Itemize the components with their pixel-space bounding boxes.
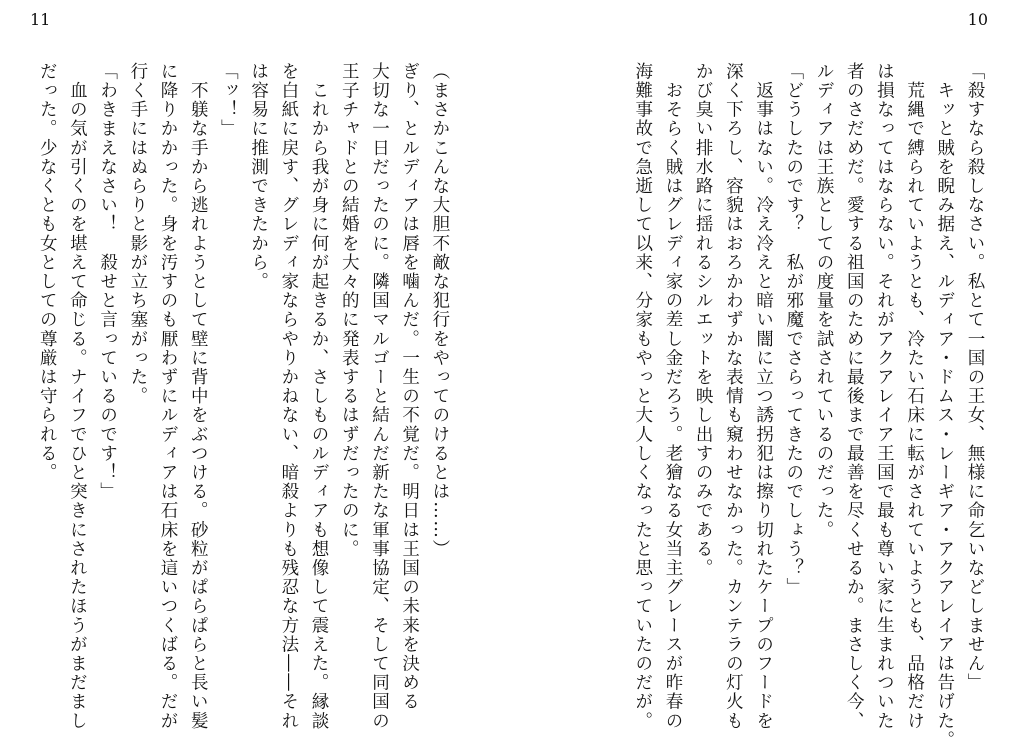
text-line: ルディアは王族としての度量を試されているのだった。: [813, 62, 834, 540]
text-line: に降りかかった。身を汚すのも厭わずにルディアは石床を這いつくばる。だが: [158, 62, 179, 731]
text-line: 者のさだめだ。愛する祖国のために最後まで最善を尽くせるか。まさしく今、: [844, 62, 865, 731]
text-line: 王子チャドとの結婚を大々的に発表するはずだったのに。: [339, 62, 360, 559]
text-line: 「殺すなら殺しなさい。私とて一国の王女、無様に命乞いなどしません」: [965, 62, 985, 693]
text-line: 深く下ろし、容貌はおろかわずかな表情も窺わせなかった。カンテラの灯火も: [723, 62, 744, 731]
text-line: 「どうしたのです？ 私が邪魔でさらってきたのでしょう？」: [783, 62, 804, 597]
left-page-text: [32, 62, 455, 731]
page-number-right: 10: [967, 10, 988, 29]
text-line: 「わきまえなさい！ 殺せと言っているのです！」: [97, 62, 118, 502]
text-line: 行く手にはぬらりと影が立ち塞がった。: [127, 62, 148, 406]
text-line: 海難事故で急逝して以来、分家もやっと大人しくなったと思っていたのだが。: [632, 62, 653, 731]
text-line: 大切な一日だったのに。隣国マルゴーと結んだ新たな軍事協定、そして同国の: [369, 62, 390, 731]
text-line: これから我が身に何が起きるか、さしものルディアも想像して震えた。縁談: [309, 62, 330, 731]
text-line: おそらく賊はグレディ家の差し金だろう。老獪なる女当主グレースが昨春の: [662, 62, 683, 731]
text-line: キッと賊を睨み据え、ルディア・ドムス・レーギア・アクアレイアは告げた。: [934, 62, 955, 750]
right-page-text: [628, 62, 990, 750]
text-line: だった。少なくとも女としての尊厳は守られる。: [37, 62, 58, 483]
text-line: 返事はない。冷え冷えと暗い闇に立つ誘拐犯は擦り切れたケープのフードを: [753, 62, 774, 731]
text-line: 不躾な手から逃れようとして壁に背中をぶつける。砂粒がぱらぱらと長い髪: [188, 62, 209, 731]
text-line: 「ッ！」: [218, 62, 239, 139]
text-line: を白紙に戻す、グレディ家ならやりかねない、暗殺よりも残忍な方法――それ: [278, 62, 299, 731]
text-line: 荒縄で縛られていようとも、冷たい石床に転がされていようとも、品格だけ: [904, 62, 925, 731]
text-line: は損なってはならない。それがアクアレイア王国で最も尊い家に生まれついた: [874, 62, 895, 731]
text-line: （まさかこんな大胆不敵な犯行をやってのけるとは……）: [429, 62, 450, 559]
text-line: は容易に推測できたから。: [248, 62, 269, 292]
page-number-left: 11: [30, 10, 51, 29]
text-line: かび臭い排水路に揺れるシルエットを映し出すのみである。: [693, 62, 714, 578]
text-line: ぎり、とルディアは唇を噛んだ。一生の不覚だ。明日は王国の未来を決める: [399, 62, 420, 712]
text-line: 血の気が引くのを堪えて命じる。ナイフでひと突きにされたほうがまだまし: [67, 62, 88, 731]
